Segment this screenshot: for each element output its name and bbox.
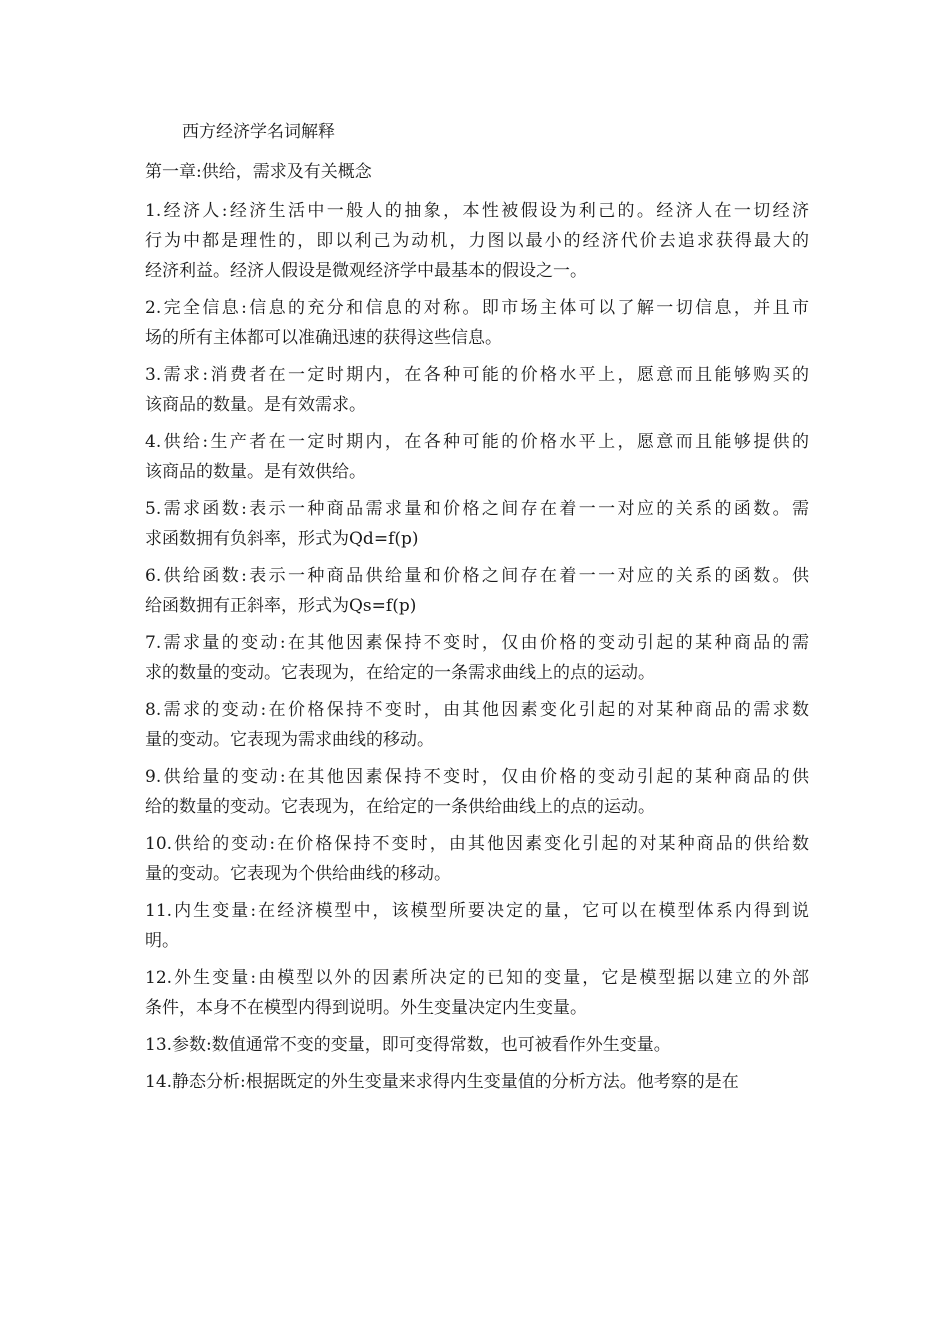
glossary-entry [145, 628, 809, 688]
entry-line: 10.供给的变动:在价格保持不变时，由其他因素变化引起的对某种商品的供给数 [145, 834, 809, 854]
entry-line: 给的数量的变动。它表现为，在给定的一条供给曲线上的点的运动。 [145, 797, 655, 817]
entry-line: 8.需求的变动:在价格保持不变时，由其他因素变化引起的对某种商品的需求数 [145, 700, 809, 720]
glossary-entry [145, 196, 809, 286]
entry-line: 量的变动。它表现为需求曲线的移动。 [145, 730, 434, 750]
entry-line: 13.参数:数值通常不变的变量，即可变得常数，也可被看作外生变量。 [145, 1035, 671, 1055]
entry-line: 6.供给函数:表示一种商品供给量和价格之间存在着一一对应的关系的函数。供 [145, 566, 809, 586]
entry-line: 14.静态分析:根据既定的外生变量来求得内生变量值的分析方法。他考察的是在 [145, 1072, 739, 1092]
entry-line: 7.需求量的变动:在其他因素保持不变时，仅由价格的变动引起的某种商品的需 [145, 633, 809, 653]
document-title: 西方经济学名词解释 [182, 122, 335, 142]
entry-line: 明。 [145, 931, 179, 951]
entry-line: 1.经济人:经济生活中一般人的抽象，本性被假设为利己的。经济人在一切经济 [145, 201, 809, 221]
glossary-entries [145, 196, 809, 1104]
glossary-entry [145, 427, 809, 487]
entry-line: 行为中都是理性的，即以利己为动机，力图以最小的经济代价去追求获得最大的 [145, 231, 809, 251]
entry-line: 场的所有主体都可以准确迅速的获得这些信息。 [145, 328, 502, 348]
entry-line: 该商品的数量。是有效需求。 [145, 395, 366, 415]
glossary-entry [145, 762, 809, 822]
chapter-heading: 第一章:供给，需求及有关概念 [145, 162, 372, 182]
glossary-entry [145, 963, 809, 1023]
entry-line: 11.内生变量:在经济模型中，该模型所要决定的量，它可以在模型体系内得到说 [145, 901, 809, 921]
entry-line: 该商品的数量。是有效供给。 [145, 462, 366, 482]
entry-line: 2.完全信息:信息的充分和信息的对称。即市场主体可以了解一切信息，并且市 [145, 298, 809, 318]
entry-line: 4.供给:生产者在一定时期内，在各种可能的价格水平上，愿意而且能够提供的 [145, 432, 809, 452]
entry-line: 条件，本身不在模型内得到说明。外生变量决定内生变量。 [145, 998, 587, 1018]
glossary-entry [145, 896, 809, 956]
entry-line: 求的数量的变动。它表现为，在给定的一条需求曲线上的点的运动。 [145, 663, 655, 683]
entry-line: 3.需求:消费者在一定时期内，在各种可能的价格水平上，愿意而且能够购买的 [145, 365, 809, 385]
entry-line: 经济利益。经济人假设是微观经济学中最基本的假设之一。 [145, 261, 587, 281]
entry-line: 求函数拥有负斜率，形式为Qd=f(p) [145, 529, 419, 549]
glossary-entry [145, 1067, 809, 1097]
glossary-entry [145, 494, 809, 554]
entry-line: 5.需求函数:表示一种商品需求量和价格之间存在着一一对应的关系的函数。需 [145, 499, 809, 519]
glossary-entry [145, 1030, 809, 1060]
glossary-entry [145, 829, 809, 889]
entry-line: 12.外生变量:由模型以外的因素所决定的已知的变量，它是模型据以建立的外部 [145, 968, 809, 988]
glossary-entry [145, 695, 809, 755]
glossary-entry [145, 360, 809, 420]
glossary-entry [145, 561, 809, 621]
entry-line: 量的变动。它表现为个供给曲线的移动。 [145, 864, 451, 884]
entry-line: 给函数拥有正斜率，形式为Qs=f(p) [145, 596, 417, 616]
entry-line: 9.供给量的变动:在其他因素保持不变时，仅由价格的变动引起的某种商品的供 [145, 767, 809, 787]
glossary-entry [145, 293, 809, 353]
